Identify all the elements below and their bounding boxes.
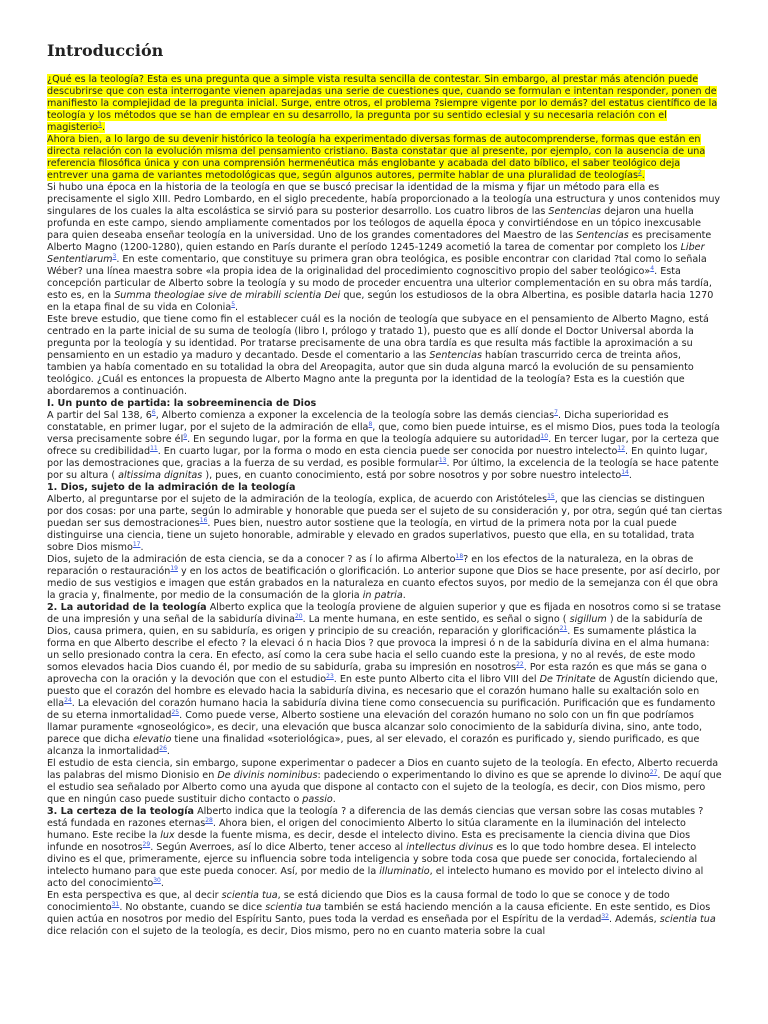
body-paragraph: Alberto, al preguntarse por el sujeto de la admiración de la teología, explica, de acuerdo con Aristóteles$^{15}$, que las ciencias se distinguen por dos cosas: por una parte, según lo admirable y honorable que pueda ser el sujeto de su consideración y, por otra, según qué tan ciertas puedan ser sus demostraciones$^{16}$. Pues bien, nuestro autor sostiene que la teología, en virtud de la primera nota por la cual puede distinguirse una ciencia, tiene un sujeto honorable, admirable y elevado en grados superlativos, puesto que ella, en su totalidad, trata sobre Dios mismo$^{17}$. [47,492,723,553]
footnote-link[interactable]: 30 [153,876,161,884]
body-paragraph: 3. La certeza de la teología Alberto indica que la teología ? a diferencia de las demás ciencias que versan sobre las cosas mutables ? está fundada en razones eternas$^{28}$. Ahora bien, el origen del conocimiento Alberto lo sitúa claramente en la iluminación del intelecto humano. Este recibe la lux desde la fuente misma, es decir, desde el intelecto divino. Esta es precisamente la ciencia divina que Dios infunde en nosotros$^{29}$. Según Averroes, así lo dice Alberto, tener acceso al intellectus divinus es lo que todo hombre desea. El intelecto divino es el que, primeramente, ejerce su influencia sobre toda inteligencia y sobre toda cosa que puede ser conocida, fortaleciendo al intelecto humano para que este pueda conocer. Así, por medio de la illuminatio, el intelecto humano es movido por el intelecto divino al acto del conocimiento$^{30}$. [47,806,704,889]
footnote-link[interactable]: 8 [368,420,373,428]
footnote-link[interactable]: 19 [170,564,178,572]
body-paragraph: En esta perspectiva es que, al decir scientia tua, se está diciendo que Dios es la causa formal de todo lo que se conoce y de todo conocimiento$^{31}$. No obstante, cuando se dice scientia tua también se está haciendo mención a la causa eficiente. En este sentido, es Dios quien actúa en nosotros por medio del Espíritu Santo, pues toda la verdad es enseñada por el Espíritu de la verdad$^{32}$. Además, scientia tua dice relación con el sujeto de la teología, es decir, Dios mismo, pero no en cuanto materia sobre la cual [47,890,716,937]
footnote-link[interactable]: 17 [132,540,141,548]
footnote-link[interactable]: 15 [547,492,555,500]
section-heading: 1. Dios, sujeto de la admiración de la teología [47,482,296,493]
footnote-link[interactable]: 1 [98,120,102,128]
footnote-link[interactable]: 14 [621,468,629,476]
footnote-link[interactable]: 13 [438,456,447,464]
footnote-link[interactable]: 28 [205,816,213,824]
footnote-link[interactable]: 10 [540,432,549,440]
highlighted-paragraph: ¿Qué es la teología? Esta es una pregunta que a simple vista resulta sencilla de contestar. Sin embargo, al prestar más atención puede descubrirse que con esta interrogante vienen aparejadas una serie de cuestiones que, cuando se formulan e intentan responder, ponen de manifiesto la complejidad de la pregunta inicial. Surge, entre otros, el problema ?siempre vigente por lo demás? del estatus científico de la teología y los métodos que se han de emplear en su desarrollo, la pregunta por su sentido eclesial y su necesaria relación con el magisterio$^1$. [47,74,718,133]
footnote-link[interactable]: 31 [111,900,120,908]
body-paragraph: Este breve estudio, que tiene como fin el establecer cuál es la noción de teología que subyace en el pensamiento de Alberto Magno, está centrado en la parte inicial de su suma de teología (libro I, prólogo y tratado 1), puesto que es allí donde el Doctor Universal aborda la pregunta por la teología y su identidad. Por tratarse precisamente de una obra tardía es que resulta más factible la aproximación a su pensamiento en un estadio ya maduro y decantado. Desde el comentario a las Sentencias habían trascurrido cerca de treinta años, tambien ya había comentado en su totalidad la obra del Areopagita, autor que sin duda alguna marcó la evolución de su pensamiento teológico. ¿Cuál es entonces la propuesta de Alberto Magno ante la pregunta por la identidad de la teología? Esta es la cuestión que abordaremos a continuación. [47,314,709,397]
footnote-link[interactable]: 24 [64,696,72,704]
body-paragraph: El estudio de esta ciencia, sin embargo, supone experimentar o padecer a Dios en cuanto sujeto de la teología. En efecto, Alberto recuerda las palabras del mismo Dionisio en De divinis nominibus: padeciendo o experimentando lo divino es que se aprende lo divino$^{27}$. De aquí que el estudio sea señalado por Alberto como una ayuda que dispone al contacto con el sujeto de la teología, es decir, con Dios mismo, pero que en ningún caso puede sustituir dicho contacto o passio. [47,758,722,805]
footnote-link[interactable]: 29 [142,840,151,848]
footnote-link[interactable]: 27 [649,768,658,776]
footnote-link[interactable]: 22 [516,660,524,668]
footnote-link[interactable]: 23 [326,672,334,680]
page-title: Introducción [47,41,164,60]
footnote-link[interactable]: 4 [650,264,655,272]
section-heading: I. Un punto de partida: la sobreeminencia de Dios [47,398,317,409]
highlighted-paragraph: Ahora bien, a lo largo de su devenir histórico la teología ha experimentado diversas formas de autocomprenderse, formas que están en directa relación con la evolución misma del pensamiento cristiano. Basta constatar que al presente, por ejemplo, con la ausencia de una referencia filosófica única y con una comprensión hermenéutica más englobante y acabada del dato bíblico, el saber teológico deja entrever una gama de variantes metodológicas que, según algunos autores, permite hablar de una pluralidad de teologías$^2$. [47,134,706,181]
footnote-link[interactable]: 11 [150,444,158,452]
document-body [47,74,723,938]
footnote-link[interactable]: 5 [231,300,236,308]
footnote-link[interactable]: 18 [455,552,464,560]
footnote-link[interactable]: 3 [112,252,117,260]
footnote-link[interactable]: 32 [601,912,609,920]
footnote-link[interactable]: 25 [171,708,180,716]
footnote-link[interactable]: 12 [617,444,626,452]
body-paragraph: Si hubo una época en la historia de la teología en que se buscó precisar la identidad de la misma y fijar un método para ella es precisamente el siglo XIII. Pedro Lombardo, en el siglo precedente, había proporcionado a la teología una estructura y unos contenidos muy singulares de los cuales la alta escolástica se sirvió para su posterior desarrollo. Los cuatro libros de las Sentencias dejaron una huella profunda en este campo, siendo ampliamente comentados por los teólogos de aquella época y convirtiéndose en un tópico inexcusable para quien deseaba enseñar teología en la universidad. Uno de los grandes comentadores del Maestro de las Sentencias es precisamente Alberto Magno (1200-1280), quien estando en París durante el período 1245-1249 acometió la tarea de comentar por completo los Liber Sententiarum$^3$. En este comentario, que constituye su primera gran obra teológica, es posible encontrar con claridad ?tal como lo señala Wéber? una línea maestra sobre «la propia idea de la originalidad del procedimiento cognoscitivo propio del saber teológico»$^4$. Esta concepción particular de Alberto sobre la teología y su modo de proceder encuentra una ulterior complementación en su obra más tardía, esto es, en la Summa theologiae sive de mirabili scientia Dei que, según los estudiosos de la obra Albertina, es posible datarla hacia 1270 en la etapa final de su vida en Colonia$^5$. [47,182,721,313]
body-paragraph: A partir del Sal 138, $6^6$, Alberto comienza a exponer la excelencia de la teología sobre las demás ciencias$^7$. Dicha superioridad es constatable, en primer lugar, por el sujeto de la admiración de ella$^8$, que, como bien puede intuirse, es el mismo Dios, pues toda la teología versa precisamente sobre $él^9$. En segundo lugar, por la forma en que la teología adquiere su autoridad$^{10}$. En tercer lugar, por la certeza que ofrece su credibilidad$^{11}$. En cuarto lugar, por la forma o modo en esta ciencia puede ser conocida por nuestro intelecto$^{12}$. En quinto lugar, por las demostraciones que, gracias a la fuerza de su verdad, es posible formular$^{13}$. Por último, la excelencia de la teología se hace patente por su altura ( altissima dignitas ), pues, en cuanto conocimiento, está por sobre nosotros y por sobre nuestro intelecto$^{14}$. [47,408,720,481]
footnote-link[interactable]: 20 [294,612,303,620]
footnote-link[interactable]: 6 [151,408,156,416]
footnote-link[interactable]: 9 [183,432,188,440]
body-paragraph: 2. La autoridad de la teología Alberto explica que la teología proviene de alguien superior y que es fijada en nosotros como si se tratase de una impresión y una señal de la sabiduría divina$^{20}$. La mente humana, en este sentido, es señal o signo ( sigillum ) de la sabiduría de Dios, causa primera, quien, en su sabiduría, es origen y principio de su creación, reparación y glorificación$^{21}$. Es sumamente plástica la forma en que Alberto describe el efecto ? la elevaci ó n hacia Dios ? que provoca la impresi ó n de la sabiduría divina en el alma humana: un sello presionado contra la cera. En efecto, así como la cera sube hacia el sello cuando este la presiona, y no al revés, de este modo somos elevados hacia Dios cuando él, por medio de su sabiduría, graba su impresión en nosotros$^{22}$. Por esta razón es que más se gana o aprovecha con la oración y la devoción que con el estudio$^{23}$. En este punto Alberto cita el libro VIII del De Trinitate de Agustín diciendo que, puesto que el corazón del hombre es elevado hacia la sabiduría divina, es necesario que el corazón humano halle su exaltación solo en ella$^{24}$. La elevación del corazón humano hacia la sabiduría divina tiene como consecuencia su purificación. Purificación que es fundamento de su eterna inmortalidad$^{25}$. Como puede verse, Alberto sostiene una elevación del corazón humano no solo con un fin que podríamos llamar puramente «gnoseológico», es decir, una elevación que busca alcanzar solo conocimiento de la sabiduría divina, sino, ante todo, parece que dicha elevatio tiene una finalidad «soteriológica», pues, al ser elevado, el corazón es purificado y, siendo purificado, es que alcanza la inmortalidad$^{26}$. [47,602,721,757]
footnote-link[interactable]: 16 [199,516,208,524]
footnote-link[interactable]: 7 [554,408,558,416]
footnote-link[interactable]: 2 [637,168,642,176]
footnote-link[interactable]: 26 [159,744,167,752]
footnote-link[interactable]: 21 [559,624,568,632]
body-paragraph: Dios, sujeto de la admiración de esta ciencia, se da a conocer ? as í lo afirma Alberto$^{18}$? en los efectos de la naturaleza, en la obras de reparación o restauración$^{19}$ y en los actos de beatificación o glorificación. Lo anterior supone que Dios se hace presente, por así decirlo, por medio de sus vestigios e imagen que están grabados en la naturaleza en cuanto efectos suyos, por medio de la semejanza con él que obra la gracia y, finalmente, por medio de la consumación de la gloria in patria. [47,552,720,601]
